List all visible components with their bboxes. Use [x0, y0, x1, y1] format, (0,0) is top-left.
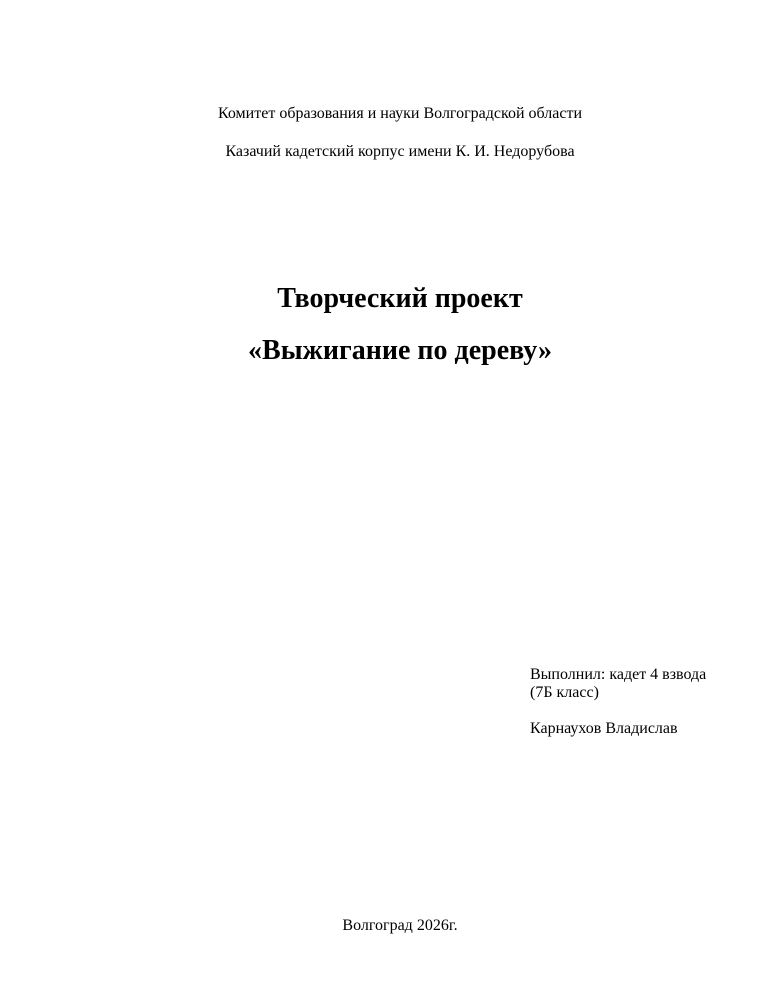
committee-name: Комитет образования и науки Волгоградской области: [217, 105, 582, 122]
school-name: Казачий кадетский корпус имени К. И. Недорубова: [225, 143, 575, 160]
project-subtitle: «Выжигание по дереву»: [248, 335, 552, 366]
author-block: [530, 666, 706, 738]
author-name: Карнаухов Владислав: [530, 720, 678, 737]
performed-by-label: Выполнил: кадет 4 взвода: [530, 666, 707, 683]
city-year: Волгоград 2026г.: [342, 917, 458, 934]
class-label: (7Б класс): [530, 684, 599, 701]
project-title: Творческий проект: [277, 283, 523, 314]
